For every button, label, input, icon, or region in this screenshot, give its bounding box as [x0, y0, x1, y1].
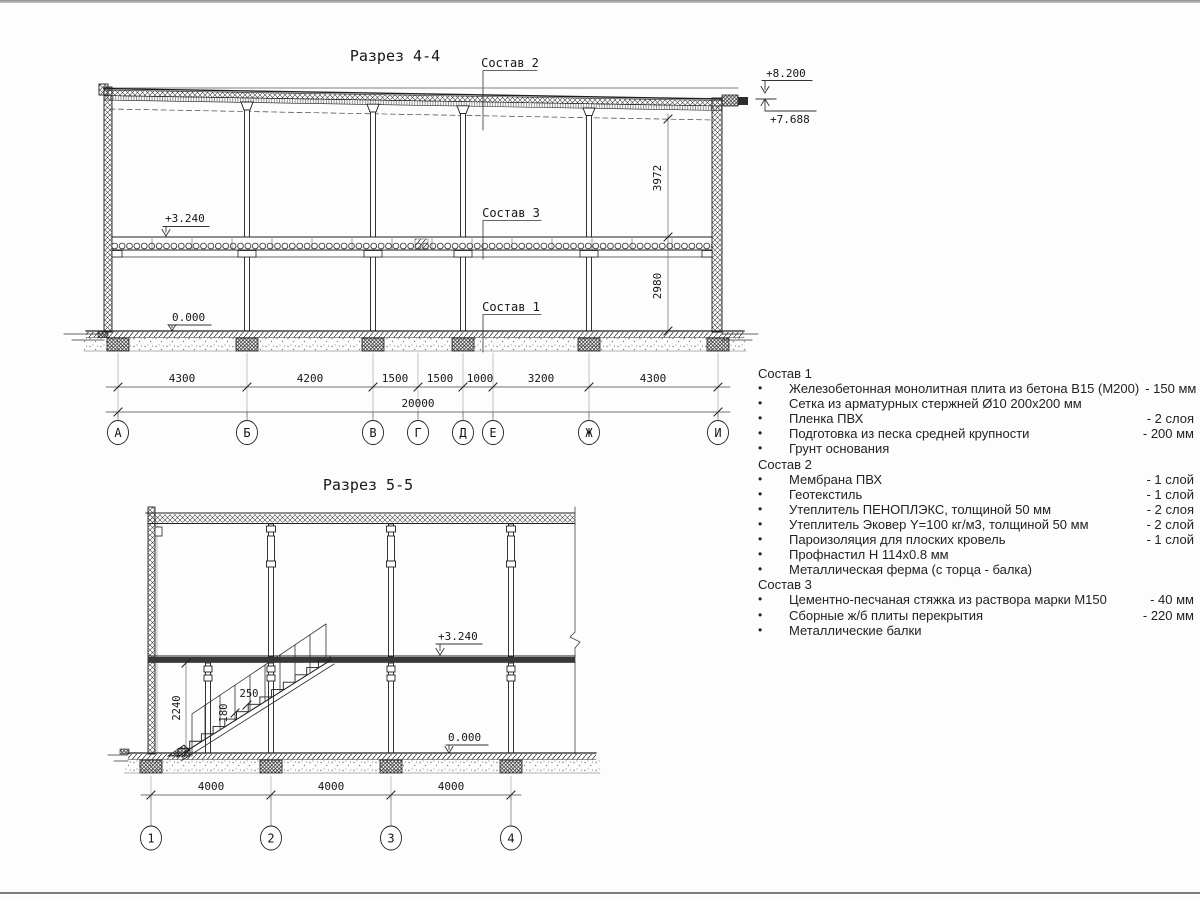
- legend-item: • Утеплитель Эковер Y=100 кг/м3, толщиной 50 мм - 2 слой: [758, 516, 1194, 532]
- bullet-icon: •: [758, 532, 763, 547]
- legend-item: • Геотекстиль - 1 слой: [758, 486, 1194, 502]
- dim-segment: 3200: [527, 372, 555, 385]
- dim-overall: 20000: [401, 397, 435, 410]
- bullet-icon: •: [758, 592, 763, 607]
- legend-item: • Металлические балки: [758, 622, 922, 638]
- materials-legend: [758, 366, 1197, 638]
- roof-slab-55: [146, 513, 575, 524]
- legend-section-title: Состав 1: [758, 366, 812, 381]
- legend-item: • Мембрана ПВХ - 1 слой: [758, 471, 1194, 487]
- elevation-ground-55-label: 0.000: [448, 731, 482, 744]
- dim-segment: 4000: [437, 780, 465, 793]
- legend-item: • Сборные ж/б плиты перекрытия - 220 мм: [758, 607, 1194, 623]
- elevation-ground-55: [445, 731, 488, 753]
- axis-bubble-label: Е: [489, 426, 497, 440]
- axis-bubble-label: В: [369, 426, 377, 440]
- callout-sostav-1-label: Состав 1: [482, 300, 540, 314]
- ground-structure-55: [108, 749, 600, 773]
- legend-item: • Сетка из арматурных стержней Ø10 200x200 мм: [758, 396, 1082, 412]
- vertical-dimensions: [651, 114, 672, 335]
- left-wall-55: [148, 507, 155, 754]
- dim-2980: 2980: [651, 272, 664, 300]
- axis-bubble-label: Г: [414, 426, 422, 440]
- bullet-icon: •: [758, 562, 763, 577]
- bullet-icon: •: [758, 471, 763, 486]
- axis-bubble-label: А: [114, 426, 122, 440]
- legend-item: • Пароизоляция для плоских кровель - 1 слой: [758, 532, 1194, 548]
- elevation-ground-44-label: 0.000: [172, 311, 206, 324]
- elevation-roof-low-label: +7.688: [770, 113, 810, 126]
- callout-sostav-3: [482, 206, 541, 259]
- section-4-4-title: Разрез 4-4: [349, 47, 441, 65]
- dim-segment: 1500: [381, 372, 409, 385]
- bullet-icon: •: [758, 622, 763, 637]
- legend-item: • Подготовка из песка средней крупности - 200 мм: [758, 426, 1194, 442]
- axis-bubble-label: Д: [459, 426, 467, 440]
- ground-structure: [64, 331, 758, 351]
- stair-dimensions: [171, 659, 258, 757]
- dim-segment: 4300: [639, 372, 667, 385]
- stair-railing: [192, 624, 326, 756]
- axis-bubbles-44: [108, 412, 729, 445]
- dim-segment: 1000: [466, 372, 494, 385]
- bullet-icon: •: [758, 441, 763, 456]
- legend-item: • Цементно-песчаная стяжка из раствора марки М150 - 40 мм: [758, 592, 1194, 608]
- dim-segment: 4300: [168, 372, 196, 385]
- axis-bubbles-55: [141, 795, 522, 850]
- dim-3972: 3972: [651, 164, 664, 192]
- bullet-icon: •: [758, 396, 763, 411]
- callout-sostav-2-label: Состав 2: [481, 56, 539, 70]
- dim-segment: 1500: [426, 372, 454, 385]
- dim-250: 250: [239, 688, 259, 700]
- elevation-roof-top: [761, 67, 812, 93]
- dimension-row-55: [141, 776, 521, 800]
- bullet-icon: •: [758, 516, 763, 531]
- dim-segment: 4000: [317, 780, 345, 793]
- columns: [241, 102, 595, 331]
- floor-slab: [112, 237, 712, 257]
- left-wall: [104, 87, 112, 332]
- elevation-floor-44-label: +3.240: [165, 212, 205, 225]
- bullet-icon: •: [758, 426, 763, 441]
- dimension-rows-44: [106, 353, 730, 417]
- dim-2240: 2240: [171, 695, 183, 721]
- elevation-roof-low: [756, 99, 816, 126]
- dim-180: 180: [218, 703, 230, 723]
- section-4-4: [64, 47, 816, 445]
- dim-segment: 4000: [197, 780, 225, 793]
- legend-item: • Профнастил Н 114x0.8 мм: [758, 547, 949, 563]
- elevation-floor-55: [436, 630, 482, 655]
- axis-bubble-label: 4: [507, 831, 515, 846]
- callout-sostav-2: [481, 56, 539, 130]
- bullet-icon: •: [758, 607, 763, 622]
- bullet-icon: •: [758, 547, 763, 562]
- legend-item: • Металлическая ферма (с торца - балка): [758, 562, 1032, 578]
- section-5-5-title: Разрез 5-5: [322, 476, 414, 494]
- legend-section-title: Состав 3: [758, 577, 812, 593]
- roof-beam-end: [722, 95, 738, 106]
- legend-item: • Пленка ПВХ - 2 слоя: [758, 411, 1194, 427]
- axis-bubble-label: Б: [243, 426, 251, 440]
- bullet-icon: •: [758, 501, 763, 516]
- roof-structure: [99, 84, 748, 120]
- elevation-floor-55-label: +3.240: [438, 630, 478, 643]
- legend-item: • Утеплитель ПЕНОПЛЭКС, толщиной 50 мм - 2 слоя: [758, 501, 1194, 517]
- legend-item: • Железобетонная монолитная плита из бетона В15 (М200) - 150 мм: [758, 381, 1197, 397]
- dim-segment: 4200: [296, 372, 324, 385]
- legend-item: • Грунт основания: [758, 441, 890, 457]
- callout-sostav-3-label: Состав 3: [482, 206, 540, 220]
- bullet-icon: •: [758, 486, 763, 501]
- elevation-floor-44: [162, 212, 209, 236]
- bullet-icon: •: [758, 381, 763, 396]
- legend-section-title: Состав 2: [758, 456, 812, 472]
- section-5-5: [108, 476, 600, 850]
- axis-bubble-label: 3: [387, 831, 395, 846]
- staircase: [168, 657, 334, 761]
- axis-bubble-label: И: [714, 426, 722, 440]
- right-wall: [712, 98, 722, 332]
- bullet-icon: •: [758, 411, 763, 426]
- elevation-ground-44: [168, 311, 211, 331]
- elevation-roof-top-label: +8.200: [766, 67, 806, 80]
- axis-bubble-label: Ж: [585, 426, 593, 440]
- right-break-line: [570, 507, 580, 754]
- axis-bubble-label: 1: [147, 831, 155, 846]
- upper-columns-55: [267, 524, 516, 657]
- axis-bubble-label: 2: [267, 831, 275, 846]
